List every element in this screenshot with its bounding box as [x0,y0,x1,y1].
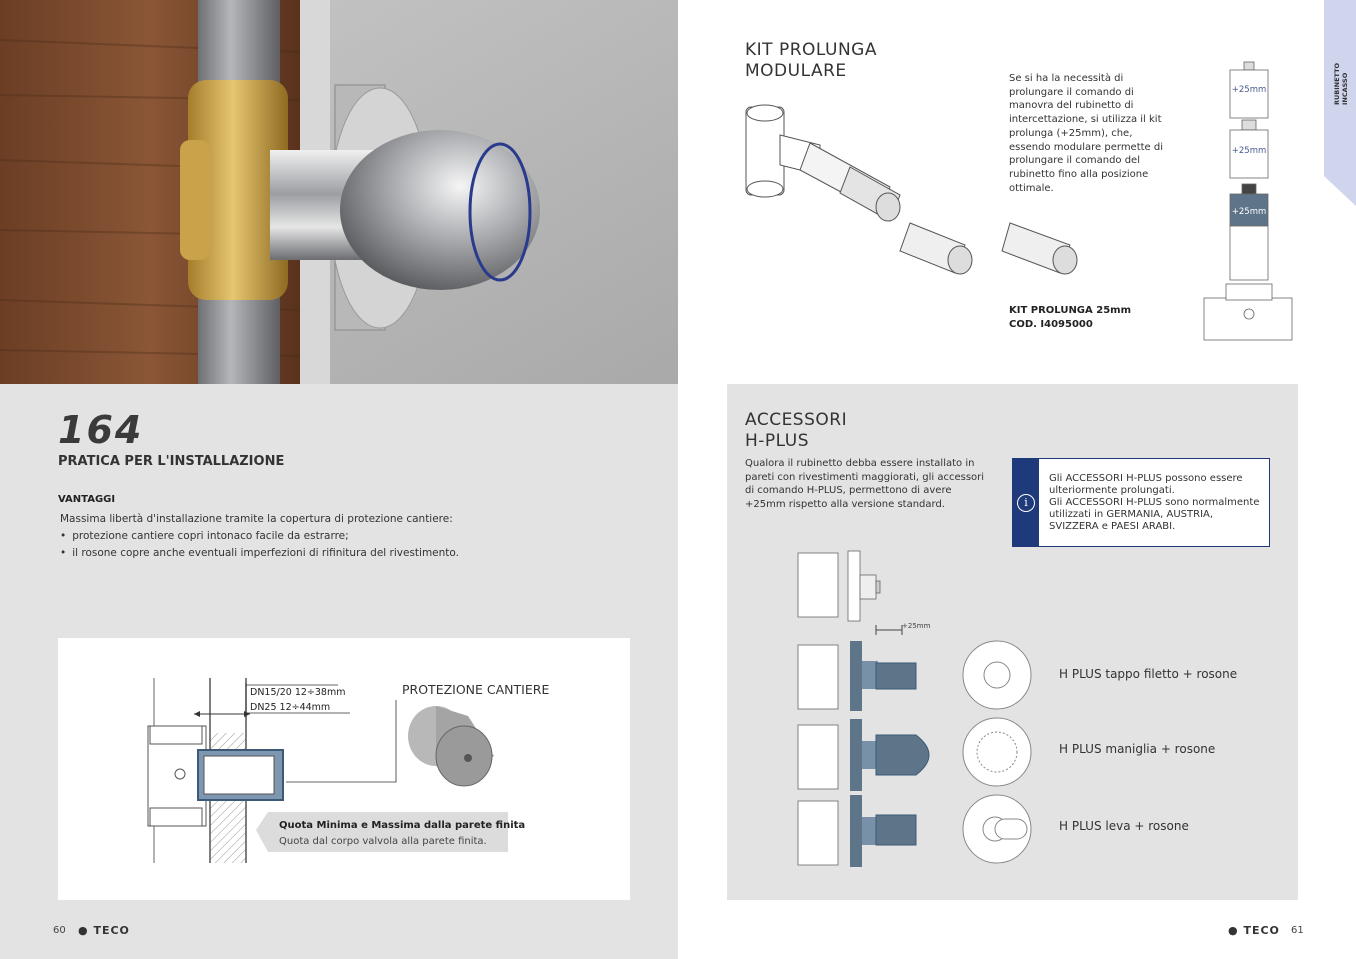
vantaggi-heading: VANTAGGI [58,494,116,505]
product-photo [0,0,678,384]
kit-description: Se si ha la necessità di prolungare il comando di manovra del rubinetto di intercettazione, si utilizza il kit prolunga (+25mm), che, essendo modulare permette di prolungare il comando del rubinetto fino alla posizione ottimale. [1009,73,1164,194]
hplus-label-tappo: H PLUS tappo filetto + rosone [1059,667,1238,681]
list-item: • il rosone copre anche eventuali imperfezioni di rifinitura del rivestimento. [60,545,620,562]
extension-stack-diagram [1200,58,1300,348]
dim-label-dn25: DN25 12÷44mm [250,702,331,713]
installation-diagram [58,638,630,900]
vantaggi-intro: Massima libertà d'installazione tramite la copertura di protezione cantiere: [60,513,453,525]
page-subtitle: PRATICA PER L'INSTALLAZIONE [58,454,285,469]
quota-note-title: Quota Minima e Massima dalla parete finita [279,820,526,831]
ext-label: +25mm [1231,207,1267,217]
accessori-title: ACCESSORI H-PLUS [745,410,848,451]
brand-logo: ● TECO [78,924,130,937]
protezione-cantiere-label: PROTEZIONE CANTIERE [402,682,550,697]
info-text: Gli ACCESSORI H-PLUS possono essere ulteriormente prolungati. Gli ACCESSORI H-PLUS sono normalmente utilizzati in GERMANIA, AUSTRIA, SVIZZERA e PAESI ARABI. [1049,473,1260,532]
dim-label-dn15: DN15/20 12÷38mm [250,687,346,698]
accessori-description: Qualora il rubinetto debba essere installato in pareti con rivestimenti maggiorati, gli accessori di comando H-PLUS, permettono di avere +25mm rispetto alla versione standard. [745,458,985,511]
hplus-label-maniglia: H PLUS maniglia + rosone [1059,742,1216,756]
ext-label: +25mm [1231,146,1267,156]
info-box [1012,458,1270,547]
ext-label: +25mm [1231,85,1267,95]
hplus-diagrams [790,545,1040,870]
product-code: 164 [58,408,144,452]
vantaggi-text [60,511,620,562]
list-item: • protezione cantiere copri intonaco facile da estrarre; [60,528,620,545]
brand-logo: ● TECO [1228,924,1280,937]
page-number: 61 [1291,925,1304,936]
hplus-label-leva: H PLUS leva + rosone [1059,819,1189,833]
vantaggi-list [60,528,620,562]
side-tab-text: INCASSO [1341,72,1349,105]
info-icon: i [1017,494,1035,512]
kit-code: KIT PROLUNGA 25mm COD. I4095000 [1009,305,1131,330]
kit-title: KIT PROLUNGA MODULARE [745,40,877,81]
quota-note-sub: Quota dal corpo valvola alla parete finita. [279,836,487,847]
page-number: 60 [53,925,66,936]
dim-label-25mm: +25mm [902,622,931,630]
